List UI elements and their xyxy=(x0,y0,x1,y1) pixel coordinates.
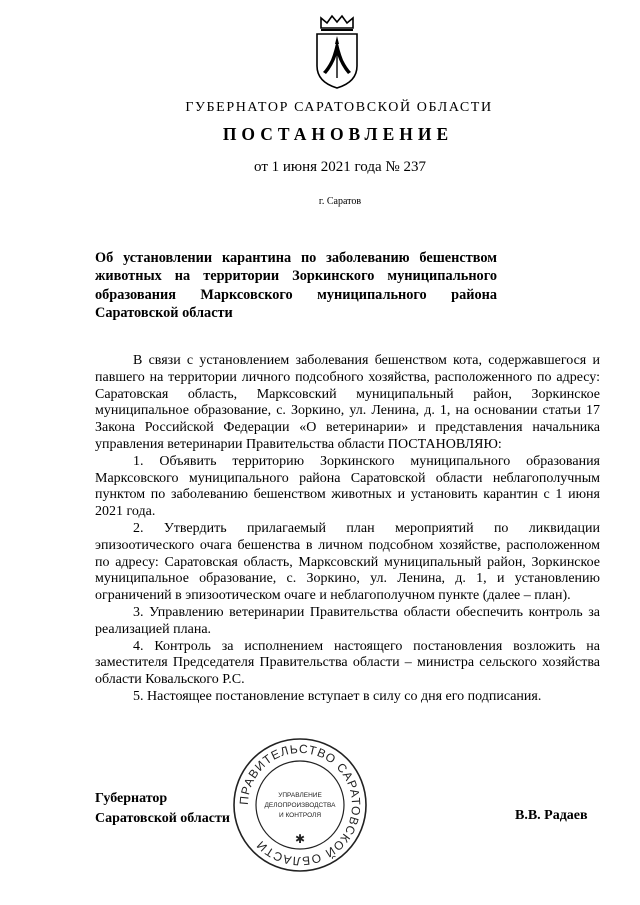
document-date-number: от 1 июня 2021 года № 237 xyxy=(254,159,426,175)
official-stamp xyxy=(230,735,370,875)
stamp-line-3: И КОНТРОЛЯ xyxy=(278,812,322,819)
resolution-item-1: 1. Объявить территорию Зоркинского муниципального образования Марксовского муниципального района Саратовской области неблагополучным пунктом по заболеванию бешенством животных и установить карантин с 1 июня 2021 года. xyxy=(95,453,600,520)
signatory-position xyxy=(95,789,230,829)
signatory-name: В.В. Радаев xyxy=(515,808,588,823)
document-body xyxy=(95,353,600,706)
signatory-position-line-1: Губернатор xyxy=(95,791,168,806)
coat-of-arms-emblem xyxy=(313,14,361,90)
stamp-line-1: УПРАВЛЕНИЕ xyxy=(278,792,322,799)
resolution-item-2: 2. Утвердить прилагаемый план мероприятий по ликвидации эпизоотического очага бешенства в личном подсобном хозяйстве, расположенном по адресу: Саратовская область, Марксовский муниципальный район, Зоркинское муниципальное образование, с. Зоркино, ул. Ленина, д. 1, и установлению ограничений в эпизоотическом очаге и неблагополучном пункте (далее – план). xyxy=(95,520,600,604)
stamp-star-icon: ✱ xyxy=(294,832,306,846)
resolution-item-3: 3. Управлению ветеринарии Правительства области обеспечить контроль за реализацией плана. xyxy=(95,604,600,637)
document-type: ПОСТАНОВЛЕНИЕ xyxy=(222,124,454,144)
stamp-ring-text: ПРАВИТЕЛЬСТВО САРАТОВСКОЙ ОБЛАСТИ xyxy=(236,741,364,869)
stamp-line-2: ДЕЛОПРОИЗВОДСТВА xyxy=(264,802,336,809)
issuing-authority: ГУБЕРНАТОР САРАТОВСКОЙ ОБЛАСТИ xyxy=(185,100,493,115)
resolution-item-4: 4. Контроль за исполнением настоящего постановления возложить на заместителя Председателя Правительства области – министра сельского хозяйства области Ковальского Р.С. xyxy=(95,638,600,688)
document-title: Об установлении карантина по заболеванию бешенством животных на территории Зоркинского муниципального образования Марксовского муниципального района Саратовской области xyxy=(95,250,497,321)
signatory-position-line-2: Саратовской области xyxy=(95,811,230,826)
preamble-paragraph: В связи с установлением заболевания бешенством кота, содержавшегося и павшего на территории личного подсобного хозяйства, расположенного по адресу: Саратовская область, Марксовский муниципальный район, Зоркинское муниципальное образование, с. Зоркино, ул. Ленина, д. 1, на основании статьи 17 Закона Российской Федерации «О ветеринарии» и представления начальника управления ветеринарии Правительства области ПОСТАНОВЛЯЮ: xyxy=(95,353,600,452)
resolution-item-5: 5. Настоящее постановление вступает в силу со дня его подписания. xyxy=(133,688,542,704)
document-city: г. Саратов xyxy=(318,196,362,207)
